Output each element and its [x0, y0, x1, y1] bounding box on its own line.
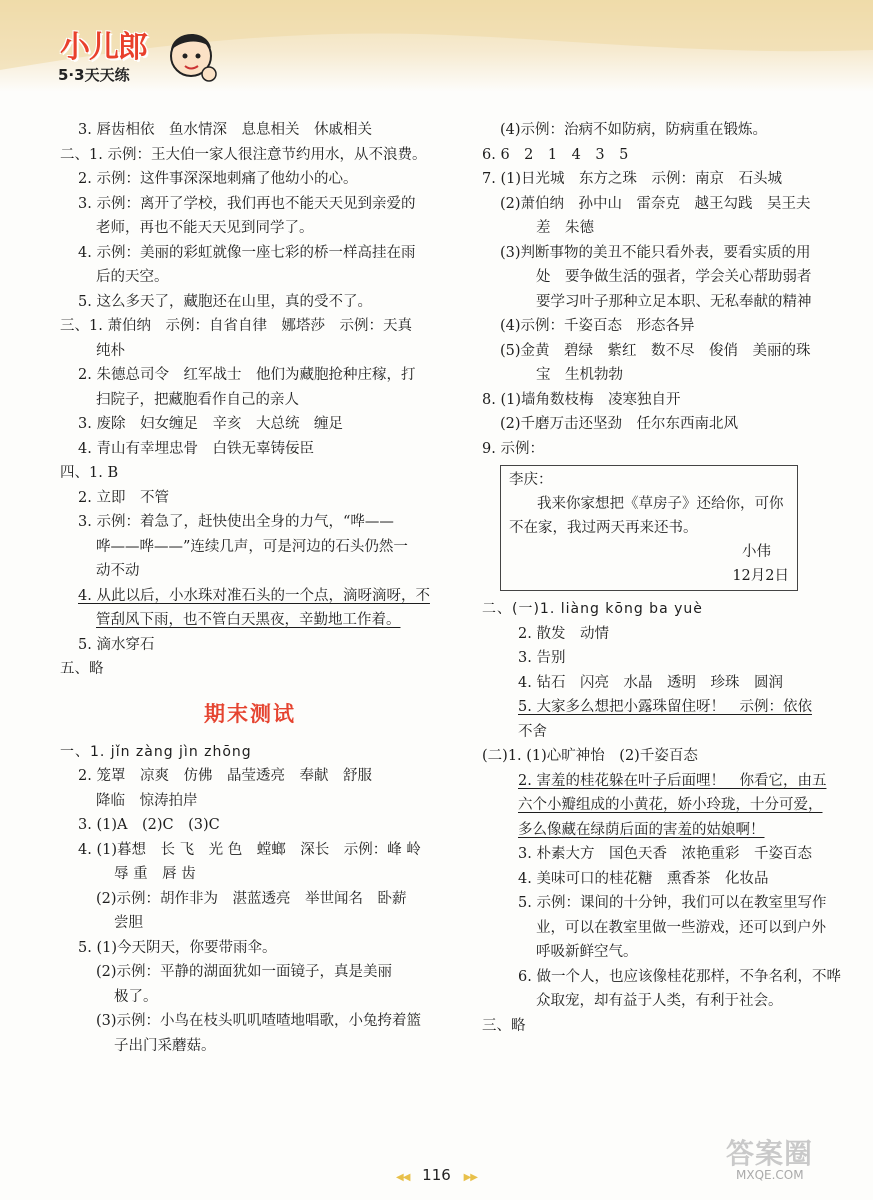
answer-text: 差 朱德 — [536, 220, 594, 236]
answer-text: 业，可以在教室里做一些游戏，还可以到户外 — [536, 919, 826, 936]
answer-text: 二、(一)1. liàng kōng ba yuè — [482, 601, 703, 617]
answer-line — [482, 290, 812, 315]
answer-line — [60, 412, 440, 437]
answer-text: 一、1. jǐn zàng jìn zhōng — [60, 743, 252, 760]
answer-line — [60, 789, 440, 814]
answer-text: 3. 示例：离开了学校，我们再也不能天天见到亲爱的 — [78, 195, 416, 212]
answer-line — [482, 891, 827, 916]
answer-text: 4. 美味可口的桂花糖 熏香茶 化妆品 — [518, 870, 769, 887]
answer-line — [482, 363, 812, 388]
answer-line — [60, 314, 440, 339]
answer-text: 6. 6 2 1 4 3 5 — [482, 146, 629, 163]
answer-text: 6. 做一个人，也应该像桂花那样，不争名利，不哗 — [518, 968, 841, 985]
answer-line — [60, 838, 440, 863]
left-column — [60, 118, 440, 1058]
answer-text: 四、1. B — [60, 465, 119, 481]
answer-line — [482, 940, 812, 965]
answer-line — [60, 633, 440, 658]
answer-text: 呼吸新鲜空气。 — [536, 944, 638, 960]
answer-line — [60, 216, 440, 241]
answer-line — [60, 960, 440, 985]
answer-text: 要学习叶子那种立足本职、无私奉献的精神 — [536, 293, 812, 310]
answer-line — [60, 862, 440, 887]
answer-text: 5. 这么多天了，藏胞还在山里，真的受不了。 — [78, 293, 372, 310]
answer-text: 2. 立即 不管 — [78, 489, 169, 506]
answer-line — [482, 241, 812, 266]
answer-line — [60, 1034, 440, 1059]
answer-line — [482, 437, 812, 462]
watermark-sub: MXQE.COM — [736, 1168, 804, 1182]
brand-name: 小儿郎 — [60, 30, 147, 65]
note-signature: 小伟 — [742, 544, 771, 560]
answer-line — [60, 143, 440, 168]
answer-text: 管刮风下雨，也不管白天黑夜，辛勤地工作着。 — [96, 612, 401, 628]
answer-line — [482, 695, 812, 720]
answer-line — [60, 510, 440, 535]
answer-line — [60, 535, 440, 560]
answer-text: (5)金黄 碧绿 紫红 数不尽 俊俏 美丽的珠 — [500, 342, 811, 359]
answer-text: 2. 示例：这件事深深地刺痛了他幼小的心。 — [78, 171, 358, 187]
answer-line — [482, 597, 812, 622]
answer-text: (3)判断事物的美丑不能只看外表，要看实质的用 — [500, 244, 811, 261]
note-box — [500, 465, 798, 591]
answer-text: 2. 朱德总司令 红军战士 他们为藏胞抢种庄稼，打 — [78, 367, 416, 383]
answer-line — [482, 118, 812, 143]
answer-line — [60, 559, 440, 584]
answer-line — [60, 887, 440, 912]
answer-list-right-top — [482, 118, 812, 461]
answer-line — [482, 842, 812, 867]
answer-line — [482, 818, 812, 843]
answer-text: 宝 生机勃勃 — [536, 367, 623, 383]
answer-line — [482, 744, 812, 769]
right-column — [482, 118, 841, 1038]
answer-text: (3)示例：小鸟在枝头叽叽喳喳地唱歌，小兔挎着篮 — [96, 1013, 422, 1029]
answer-line — [60, 167, 440, 192]
answer-text: 老师，再也不能天天见到同学了。 — [96, 220, 314, 236]
answer-line — [60, 388, 440, 413]
answer-line — [60, 1009, 440, 1034]
answer-line — [482, 769, 827, 794]
mascot-boy-icon — [155, 18, 225, 88]
answer-line — [60, 363, 440, 388]
answer-line — [482, 989, 812, 1014]
answer-text: 众取宠，却有益于人类，有利于社会。 — [536, 993, 783, 1009]
answer-text: 纯朴 — [96, 342, 125, 359]
answer-text: 4. 钻石 闪亮 水晶 透明 珍珠 圆润 — [518, 674, 783, 691]
answer-line — [60, 486, 440, 511]
answer-text: 降临 惊涛拍岸 — [96, 792, 198, 809]
answer-text: 7. (1)日光城 东方之珠 示例：南京 石头城 — [482, 171, 782, 187]
answer-text: 3. 朴素大方 国色天香 浓艳重彩 千姿百态 — [518, 846, 812, 862]
answer-line — [60, 813, 440, 838]
answer-text: 三、略 — [482, 1017, 526, 1034]
answer-text: 2. 害羞的桂花躲在叶子后面哩！ 你看它，由五 — [518, 772, 827, 789]
answer-line — [60, 740, 440, 765]
answer-line — [482, 646, 812, 671]
prev-arrows-icon: ◀◀ — [396, 1172, 410, 1183]
answer-line — [60, 985, 440, 1010]
answer-line — [482, 671, 812, 696]
answer-text: 辱 重 唇 齿 — [114, 866, 196, 882]
answer-text: 六个小瓣组成的小黄花，娇小玲珑，十分可爱， — [518, 797, 823, 813]
answer-text: 3. 告别 — [518, 650, 566, 666]
answer-text: (4)示例：治病不如防病，防病重在锻炼。 — [500, 122, 768, 138]
answer-line — [482, 167, 812, 192]
answer-line — [60, 936, 440, 961]
answer-text: 8. (1)墙角数枝梅 凌寒独自开 — [482, 391, 681, 408]
answer-line — [482, 720, 812, 745]
answer-line — [482, 793, 823, 818]
answer-line — [482, 216, 812, 241]
answer-line — [482, 622, 812, 647]
answer-text: 9. 示例： — [482, 440, 544, 457]
answer-text: 子出门采蘑菇。 — [114, 1037, 216, 1054]
note-date: 12月2日 — [732, 568, 789, 584]
answer-text: 二、1. 示例：王大伯一家人很注意节约用水，从不浪费。 — [60, 146, 427, 163]
answer-text: 5. (1)今天阴天，你要带雨伞。 — [78, 939, 277, 956]
answer-line — [482, 965, 841, 990]
answer-text: (2)千磨万击还坚劲 任尔东西南北风 — [500, 416, 739, 432]
answer-text: (2)萧伯纳 孙中山 雷奈克 越王勾践 吴王夫 — [500, 195, 811, 212]
answer-line — [60, 265, 440, 290]
note-salutation: 李庆： — [509, 472, 553, 488]
answer-list-final-test — [60, 740, 440, 1059]
brand-logo — [50, 18, 200, 88]
answer-text: 处 要争做生活的强者，学会关心帮助弱者 — [536, 269, 812, 285]
answer-text: 动不动 — [96, 563, 140, 579]
answer-list-unit — [60, 118, 440, 682]
answer-line — [60, 461, 440, 486]
answer-line — [482, 314, 812, 339]
answer-line — [60, 339, 440, 364]
answer-text: 3. (1)A (2)C (3)C — [78, 817, 220, 833]
answer-line — [60, 584, 440, 609]
answer-text: 3. 废除 妇女缠足 辛亥 大总统 缠足 — [78, 416, 343, 432]
answer-text: 哗——哗——”连续几声，可是河边的石头仍然一 — [96, 538, 408, 555]
answer-line — [482, 388, 812, 413]
answer-text: (2)示例：平静的湖面犹如一面镜子，真是美丽 — [96, 964, 393, 980]
answer-text: 不舍 — [518, 723, 547, 740]
answer-text: (2)示例：胡作非为 湛蓝透亮 举世闻名 卧薪 — [96, 890, 407, 907]
series-name: 5·3天天练 — [58, 66, 130, 84]
answer-text: 5. 滴水穿石 — [78, 636, 155, 653]
answer-text: 2. 笼罩 凉爽 仿佛 晶莹透亮 奉献 舒服 — [78, 768, 372, 784]
answer-text: 4. 青山有幸埋忠骨 白铁无辜铸佞臣 — [78, 440, 314, 457]
answer-line — [482, 1014, 812, 1039]
answer-text: 极了。 — [114, 988, 158, 1005]
answer-line — [60, 657, 440, 682]
watermark — [726, 1132, 866, 1192]
answer-line — [482, 265, 812, 290]
next-arrows-icon: ▶▶ — [463, 1172, 477, 1183]
answer-text: 4. 示例：美丽的彩虹就像一座七彩的桥一样高挂在雨 — [78, 244, 416, 261]
answer-text: 5. 示例：课间的十分钟，我们可以在教室里写作 — [518, 895, 827, 911]
answer-text: (4)示例：千姿百态 形态各异 — [500, 318, 695, 334]
answer-text: 3. 唇齿相依 鱼水情深 息息相关 休戚相关 — [78, 122, 372, 138]
answer-line — [60, 192, 440, 217]
answer-line — [482, 916, 826, 941]
answer-line — [60, 764, 440, 789]
answer-text: 三、1. 萧伯纳 示例：自省自律 娜塔莎 示例：天真 — [60, 318, 412, 334]
answer-line — [60, 437, 440, 462]
answer-text: 扫院子，把藏胞看作自己的亲人 — [96, 391, 299, 408]
answer-list-right-bottom — [482, 597, 841, 1038]
answer-text: 后的天空。 — [96, 269, 169, 285]
note-body-line: 不在家，我过两天再来还书。 — [509, 520, 698, 536]
answer-line — [60, 241, 440, 266]
answer-text: (二)1. (1)心旷神怡 (2)千姿百态 — [482, 748, 698, 764]
note-body-line: 我来你家想把《草房子》还给你，可你 — [537, 496, 784, 512]
answer-line — [60, 608, 440, 633]
answer-line — [482, 339, 812, 364]
answer-line — [60, 290, 440, 315]
section-title: 期末测试 — [204, 701, 296, 726]
answer-line — [60, 118, 440, 143]
answer-text: 3. 示例：着急了，赶快使出全身的力气，“哗—— — [78, 514, 394, 530]
answer-line — [60, 911, 440, 936]
answer-text: 多么像藏在绿荫后面的害羞的姑娘啊！ — [518, 821, 765, 838]
answer-line — [482, 143, 812, 168]
answer-line — [482, 192, 812, 217]
answer-text: 2. 散发 动情 — [518, 625, 609, 642]
page-number: 116 — [422, 1166, 451, 1184]
answer-text: 五、略 — [60, 661, 104, 677]
answer-line — [482, 412, 812, 437]
watermark-main: 答案圈 — [726, 1137, 814, 1170]
answer-text: 尝胆 — [114, 915, 143, 931]
answer-text: 4. (1)暮想 长 飞 光 色 螳螂 深长 示例：峰 岭 — [78, 841, 421, 858]
answer-text: 4. 从此以后，小水珠对准石头的一个点，滴呀滴呀，不 — [78, 587, 430, 604]
answer-line — [482, 867, 812, 892]
answer-text: 5. 大家多么想把小露珠留住呀！ 示例：依依 — [518, 699, 812, 715]
